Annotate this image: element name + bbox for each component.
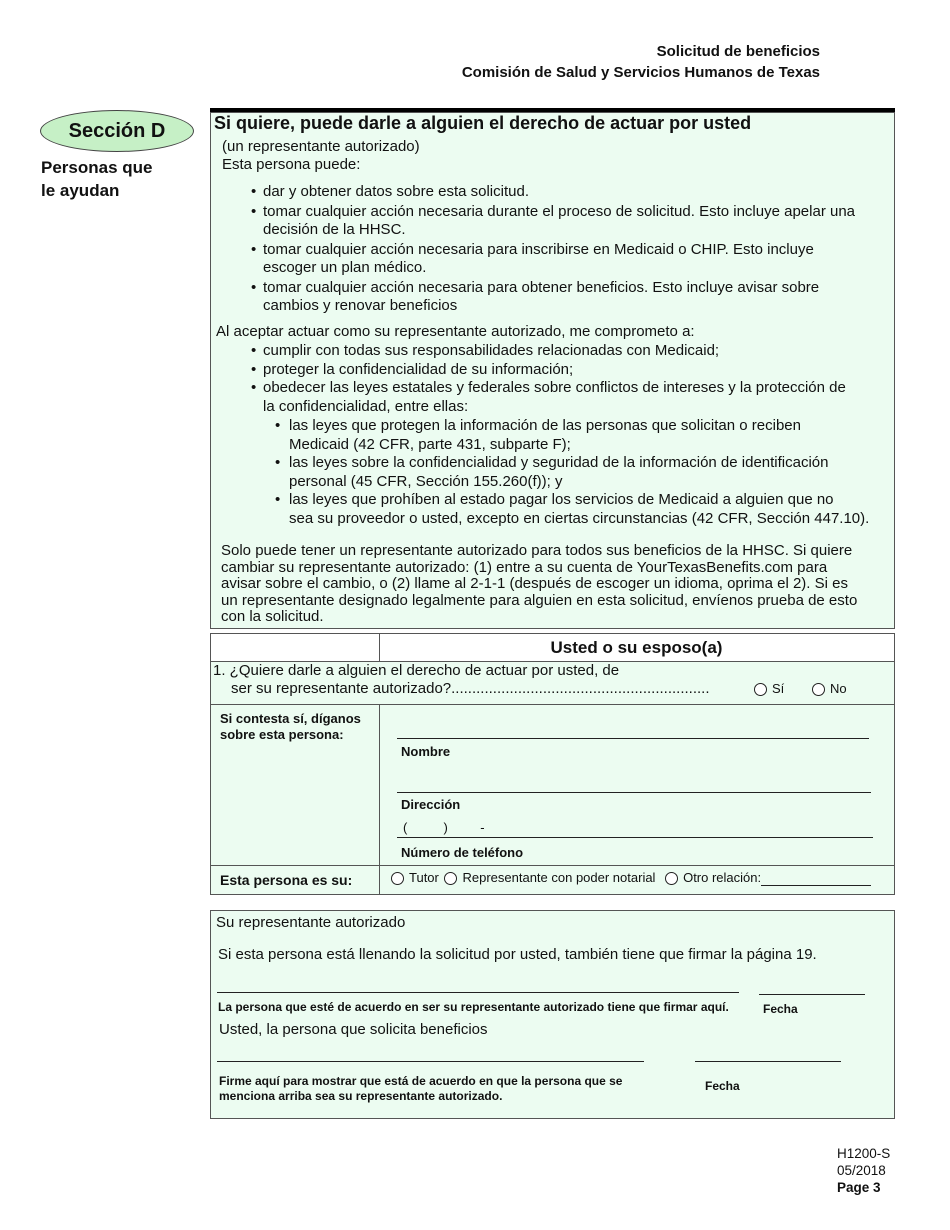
applicant-sign-label: Firme aquí para mostrar que está de acuerdo en que la persona que se menciona arriba sea su representante autorizado. <box>219 1074 623 1103</box>
intro-heading: Si quiere, puede darle a alguien el derecho de actuar por usted <box>214 113 752 133</box>
intro-box <box>210 112 895 629</box>
section-label: Personas que le ayudan <box>41 158 153 200</box>
commit-list <box>251 342 891 416</box>
poa-option[interactable]: Representante con poder notarial <box>444 870 655 885</box>
poa-radio[interactable] <box>444 872 457 885</box>
question-text: 1. ¿Quiere darle a alguien el derecho de actuar por usted, de <box>213 662 620 679</box>
rep-signature-field[interactable] <box>217 992 739 993</box>
law-list <box>275 417 895 528</box>
agency-name: Comisión de Salud y Servicios Humanos de Texas <box>461 64 820 81</box>
page-footer <box>837 1145 890 1196</box>
name-field[interactable] <box>397 738 869 739</box>
intro-subheading: (un representante autorizado) <box>222 138 420 155</box>
list-item: • tomar cualquier acción necesaria para inscribirse en Medicaid o CHIP. Esto incluye escoger un plan médico. <box>251 241 891 278</box>
closing-paragraph: Solo puede tener un representante autorizado para todos sus beneficios de la HHSC. Si quiere cambiar su representante autorizado: (1) entre a su cuenta de YourTexasBenefits.com para avisar sobre el cambio, o (2) llame al 2-1-1 (después de escoger un idioma, oprima el 2). Si es un representante designado legalmente para alguien en esta solicitud, envíenos prueba de esto con la solicitud. <box>221 542 858 625</box>
list-item: • las leyes que protegen la información de las personas que solicitan o reciben Medicaid (42 CFR, parte 431, subparte F); <box>275 417 895 454</box>
signature-box <box>210 910 895 1119</box>
rep-date-field[interactable] <box>759 994 865 995</box>
page-number: Page 3 <box>837 1180 881 1195</box>
rep-date-label: Fecha <box>763 1002 798 1016</box>
section-badge: Sección D <box>40 110 194 152</box>
list-item: • proteger la confidencialidad de su información; <box>251 361 891 380</box>
signature-title: Su representante autorizado <box>216 914 406 931</box>
address-label: Dirección <box>401 797 461 812</box>
list-item: • cumplir con todas sus responsabilidades relacionadas con Medicaid; <box>251 342 891 361</box>
representative-table: Usted o su esposo(a) 1. ¿Quiere darle a alguien el derecho de actuar por usted, de ser su representante autorizado?.............................................................. Sí No Si contesta sí, díganos sobre esta persona: Nombre Dirección ( ) - Número de teléfono Esta persona es su: Tutor Representante con poder notarial Otro relación: <box>210 633 895 895</box>
address-field[interactable] <box>397 792 871 793</box>
relation-label: Esta persona es su: <box>220 872 353 888</box>
phone-field[interactable] <box>397 837 873 838</box>
relation-options <box>391 870 761 885</box>
other-relation-field[interactable] <box>761 885 871 886</box>
can-label: Esta persona puede: <box>222 156 361 173</box>
list-item: • las leyes que prohíben al estado pagar los servicios de Medicaid a alguien que no sea su proveedor o usted, excepto en ciertas circunstancias (42 CFR, Sección 447.10). <box>275 491 895 528</box>
applicant-signature-field[interactable] <box>217 1061 644 1062</box>
other-radio[interactable] <box>665 872 678 885</box>
tutor-radio[interactable] <box>391 872 404 885</box>
no-option[interactable]: No <box>812 681 847 696</box>
no-radio[interactable] <box>812 683 825 696</box>
rep-sign-label: La persona que esté de acuerdo en ser su representante autorizado tiene que firmar aquí. <box>218 1000 729 1014</box>
list-item: • dar y obtener datos sobre esta solicitud. <box>251 183 891 202</box>
applicant-date-label: Fecha <box>705 1079 740 1093</box>
list-item: • tomar cualquier acción necesaria para obtener beneficios. Esto incluye avisar sobre cambios y renovar beneficios <box>251 279 891 316</box>
signature-note: Si esta persona está llenando la solicitud por usted, también tiene que firmar la página 19. <box>218 946 817 963</box>
list-item: • las leyes sobre la confidencialidad y seguridad de la información de identificación personal (45 CFR, Sección 155.260(f)); y <box>275 454 895 491</box>
yes-option[interactable]: Sí <box>754 681 784 696</box>
phone-prefix: ( ) - <box>403 820 485 835</box>
if-yes-label: Si contesta sí, díganos sobre esta persona: <box>220 711 361 742</box>
yes-radio[interactable] <box>754 683 767 696</box>
form-title: Solicitud de beneficios <box>656 43 820 60</box>
applicant-title: Usted, la persona que solicita beneficios <box>219 1021 488 1038</box>
commit-label: Al aceptar actuar como su representante autorizado, me comprometo a: <box>216 323 695 340</box>
list-item: • tomar cualquier acción necesaria durante el proceso de solicitud. Esto incluye apelar una decisión de la HHSC. <box>251 203 891 240</box>
tutor-option[interactable]: Tutor <box>391 870 439 885</box>
column-header: Usted o su esposo(a) <box>550 638 723 657</box>
name-label: Nombre <box>401 744 451 759</box>
other-option[interactable]: Otro relación: <box>665 870 761 885</box>
form-id: H1200-S <box>837 1146 891 1161</box>
phone-label: Número de teléfono <box>401 845 524 860</box>
applicant-date-field[interactable] <box>695 1061 841 1062</box>
list-item: • obedecer las leyes estatales y federales sobre conflictos de intereses y la protección de la confidencialidad, entre ellas: <box>251 379 891 416</box>
can-list <box>251 183 891 316</box>
form-date: 05/2018 <box>837 1163 886 1178</box>
